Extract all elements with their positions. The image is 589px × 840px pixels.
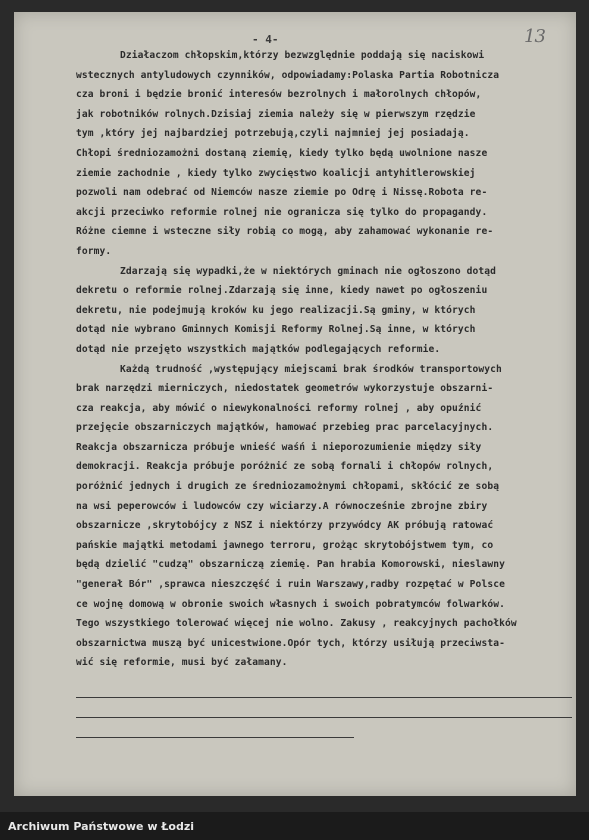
text-line: dekretu, nie podejmują kroków ku jego realizacji.Są gminy, w których bbox=[76, 304, 476, 316]
text-line: jak robotników rolnych.Dzisiaj ziemia należy się w pierwszym rzędzie bbox=[76, 108, 476, 120]
text-line: Reakcja obszarnicza próbuje wnieść waśń i nieporozumienie między siły bbox=[76, 441, 482, 453]
handwritten-page-number: 13 bbox=[524, 26, 545, 47]
text-line: Każdą trudność ,występujący miejscami brak środków transportowych bbox=[120, 363, 502, 375]
text-line: poróżnić jednych i drugich ze średniozamożnymi chłopami, skłócić ze sobą bbox=[76, 481, 500, 493]
text-line: tym ,który jej najbardziej potrzebują,czyli najmniej jej posiadają. bbox=[76, 128, 470, 140]
text-line: ziemie zachodnie , kiedy tylko zwycięstwo koalicji antyhitlerowskiej bbox=[76, 167, 476, 179]
text-line: Działaczom chłopskim,którzy bezwzględnie poddają się naciskowi bbox=[120, 50, 485, 61]
text-line: brak narzędzi mierniczych, niedostatek geometrów wykorzystuje obszarni- bbox=[76, 383, 494, 395]
text-line: formy. bbox=[76, 245, 112, 257]
text-line: ce wojnę domową w obronie swoich własnych i swoich pobratymców folwarków. bbox=[76, 598, 505, 610]
underline-mark bbox=[76, 697, 572, 698]
text-line: wstecznych antyludowych czynników, odpowiadamy:Polaska Partia Robotnicza bbox=[76, 69, 500, 81]
text-line: pańskie majątki metodami jawnego terroru, grożąc skrytobójstwem tym, co bbox=[76, 539, 494, 551]
text-line: pozwoli nam odebrać od Niemców nasze ziemie po Odrę i Nissę.Robota re- bbox=[76, 187, 488, 199]
text-line: Chłopi średniozamożni dostaną ziemię, kiedy tylko będą uwolnione nasze bbox=[76, 147, 488, 159]
text-line: "generał Bór" ,sprawca nieszczęść i ruin Warszawy,radby rozpętać w Polsce bbox=[76, 579, 505, 591]
underline-mark bbox=[76, 737, 354, 738]
text-line: na wsi peperowców i ludowców czy wiciarzy.A równocześnie zbrojne zbiry bbox=[76, 500, 488, 512]
text-line: obszarnicze ,skrytobójcy z NSZ i niektórzy przywódcy AK próbują ratować bbox=[76, 520, 494, 532]
text-line: Zdarzają się wypadki,że w niektórych gminach nie ogłoszono dotąd bbox=[120, 265, 497, 277]
page-number: - 4- bbox=[252, 33, 279, 46]
text-line: wić się reformie, musi być załamany. bbox=[76, 657, 288, 669]
underline-mark bbox=[76, 717, 572, 718]
archive-footer: Archiwum Państwowe w Łodzi bbox=[8, 820, 195, 833]
text-line: cza broni i będzie bronić interesów bezrolnych i małorolnych chłopów, bbox=[76, 89, 482, 101]
text-line: dotąd nie wybrano Gminnych Komisji Reformy Rolnej.Są inne, w których bbox=[76, 324, 476, 336]
text-line: cza reakcja, aby mówić o niewykonalności reformy rolnej , aby opuźnić bbox=[76, 402, 482, 414]
text-line: przejęcie obszarniczych majątków, hamować przebieg prac parcelacyjnych. bbox=[76, 422, 494, 434]
text-line: Tego wszystkiego tolerować więcej nie wolno. Zakusy , reakcyjnych pachołków bbox=[76, 618, 517, 630]
text-line: akcji przeciwko reformie rolnej nie ogranicza się tylko do propagandy. bbox=[76, 206, 488, 218]
document-text bbox=[76, 46, 576, 673]
text-line: demokracji. Reakcja próbuje poróżnić ze sobą fornali i chłopów rolnych, bbox=[76, 461, 494, 473]
text-line: dotąd nie przejęto wszystkich majątków podlegających reformie. bbox=[76, 343, 441, 355]
text-line: będą dzielić "cudzą" obszarniczą ziemię. Pan hrabia Komorowski, nieslawny bbox=[76, 559, 505, 571]
text-line: obszarnictwa muszą być unicestwione.Opór tych, którzy usiłują przeciwsta- bbox=[76, 637, 505, 649]
text-line: Różne ciemne i wsteczne siły robią co mogą, aby zahamować wykonanie re- bbox=[76, 226, 494, 238]
text-line: dekretu o reformie rolnej.Zdarzają się inne, kiedy nawet po ogłoszeniu bbox=[76, 285, 488, 297]
